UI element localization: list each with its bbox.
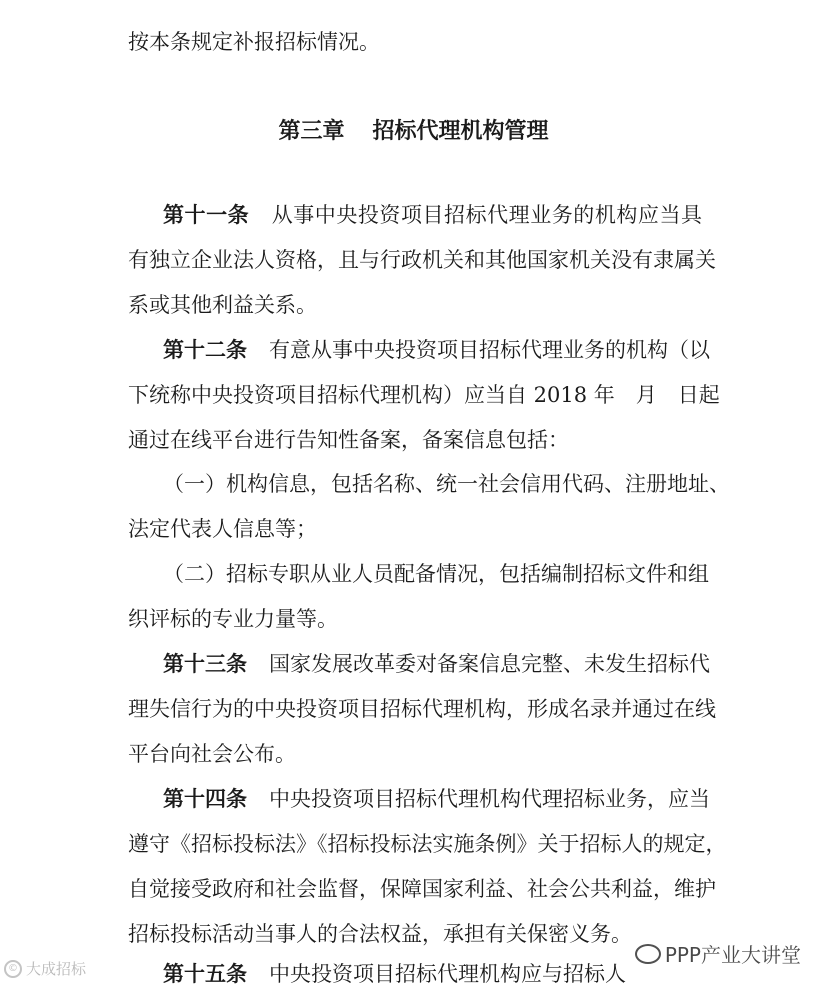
watermark-logo-icon: © [4, 960, 22, 978]
article-11-line-1 [163, 203, 702, 227]
article-14-line-1 [163, 786, 710, 811]
article-12-text-1: 有意从事中央投资项目招标代理业务的机构（以 [269, 338, 710, 362]
chapter-heading [0, 118, 827, 144]
article-14-label: 第十四条 [163, 786, 247, 811]
article-13-line-1 [163, 651, 710, 676]
top-line: 按本条规定补报招标情况。 [128, 30, 380, 54]
article-13-label: 第十三条 [163, 651, 247, 676]
article-12-line-2: 下统称中央投资项目招标代理机构）应当自 2018 年 月 日起 [128, 383, 720, 407]
article-12-label: 第十二条 [163, 337, 247, 362]
article-12-item-2-line-2: 织评标的专业力量等。 [128, 607, 338, 631]
watermark-right [635, 939, 801, 968]
article-14-line-3: 自觉接受政府和社会监督，保障国家利益、社会公共利益，维护 [128, 877, 716, 901]
watermark-left [4, 958, 86, 979]
article-12-line-3: 通过在线平台进行告知性备案，备案信息包括： [128, 428, 569, 452]
article-14-line-4: 招标投标活动当事人的合法权益，承担有关保密义务。 [128, 922, 632, 946]
article-14-text-1: 中央投资项目招标代理机构代理招标业务，应当 [269, 787, 710, 811]
article-15-label: 第十五条 [163, 961, 247, 986]
article-12-item-1-line-1: （一）机构信息，包括名称、统一社会信用代码、注册地址、 [163, 472, 730, 496]
article-13-text-1: 国家发展改革委对备案信息完整、未发生招标代 [269, 652, 710, 676]
article-11-line-2: 有独立企业法人资格，且与行政机关和其他国家机关没有隶属关 [128, 248, 716, 272]
article-14-line-2: 遵守《招标投标法》《招标投标法实施条例》关于招标人的规定， [128, 832, 727, 856]
watermark-right-text: PPP产业大讲堂 [664, 943, 801, 967]
article-13-line-2: 理失信行为的中央投资项目招标代理机构，形成名录并通过在线 [128, 697, 716, 721]
chapter-title: 招标代理机构管理 [372, 118, 549, 144]
article-12-item-1-line-2: 法定代表人信息等； [128, 517, 317, 541]
article-11-label: 第十一条 [163, 202, 250, 227]
wechat-icon [635, 944, 661, 964]
article-13-line-3: 平台向社会公布。 [128, 742, 296, 766]
article-15-text-1: 中央投资项目招标代理机构应与招标人 [269, 962, 626, 986]
article-12-item-2-line-1: （二）招标专职从业人员配备情况，包括编制招标文件和组 [163, 562, 709, 586]
chapter-number: 第三章 [278, 118, 345, 144]
watermark-left-text: 大成招标 [26, 960, 87, 978]
article-11-text-1: 从事中央投资项目招标代理业务的机构应当具 [271, 203, 703, 227]
article-12-line-1 [163, 337, 710, 362]
article-15-line-1 [163, 962, 683, 986]
article-11-line-3: 系或其他利益关系。 [128, 293, 317, 317]
